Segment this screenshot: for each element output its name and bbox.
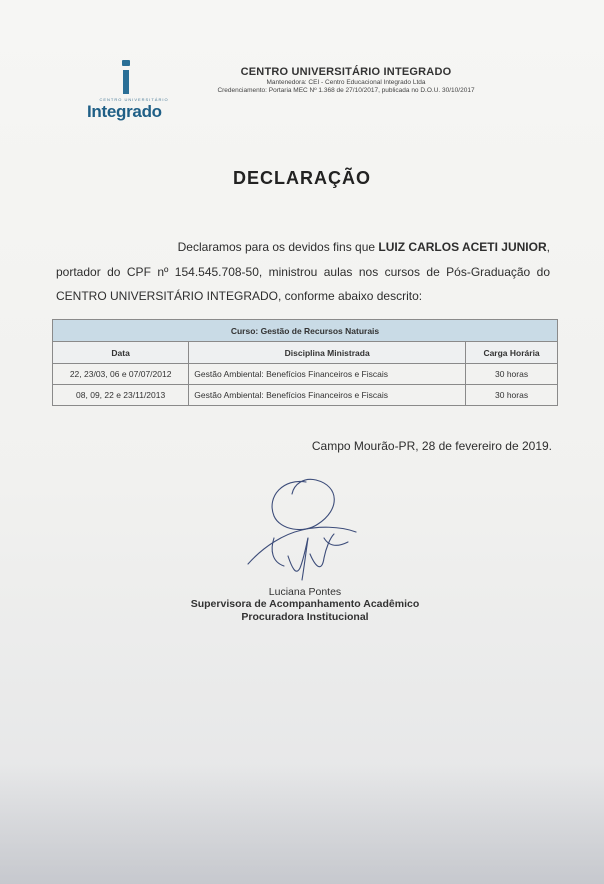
cell-date: 22, 23/03, 06 e 07/07/2012 [53,364,189,385]
logo-i-stem [123,70,129,94]
table-row [53,364,558,385]
letterhead-title: CENTRO UNIVERSITÁRIO INTEGRADO [240,66,452,78]
institution-logo [84,60,176,122]
paragraph-line-3: CENTRO UNIVERSITÁRIO INTEGRADO, conforme abaixo descrito: [56,289,423,303]
logo-small-text: CENTRO UNIVERSITÁRIO [99,97,169,102]
paragraph-line-1-post: , [546,240,550,254]
courses-table [52,319,558,406]
table-row [53,385,558,406]
signature-block [170,586,440,624]
signatory-role-2: Procuradora Institucional [241,611,369,623]
cell-hours: 30 horas [466,364,558,385]
signatory-name: Luciana Pontes [268,586,342,598]
table-header-row [53,342,558,364]
letterhead [196,66,496,94]
header-hours: Carga Horária [466,342,558,364]
letterhead-accreditation: Credenciamento: Portaria MEC Nº 1.368 de 27/10/2017, publicada no D.O.U. 30/10/2017 [217,87,475,94]
declared-person-name: LUIZ CARLOS ACETI JUNIOR [378,240,547,254]
header-date: Data [53,342,189,364]
paragraph-line-1 [56,240,550,254]
paragraph-line-1-pre: Declaramos para os devidos fins que [177,240,379,254]
cell-hours: 30 horas [466,385,558,406]
handwritten-signature [244,476,374,586]
place-and-date: Campo Mourão-PR, 28 de fevereiro de 2019. [311,439,552,453]
cell-date: 08, 09, 22 e 23/11/2013 [53,385,189,406]
logo-wordmark: Integrado [87,102,162,121]
course-name: Curso: Gestão de Recursos Naturais [53,320,558,342]
signatory-role-1: Supervisora de Acompanhamento Acadêmico [190,598,420,610]
course-row [53,320,558,342]
letterhead-maintainer: Mantenedora: CEI - Centro Educacional Integrado Ltda [266,79,426,86]
document-title: DECLARAÇÃO [233,168,371,188]
cell-discipline: Gestão Ambiental: Benefícios Financeiros e Fiscais [189,385,466,406]
paragraph-line-2: portador do CPF nº 154.545.708-50, ministrou aulas nos cursos de Pós-Graduação do [56,265,550,279]
cell-discipline: Gestão Ambiental: Benefícios Financeiros e Fiscais [189,364,466,385]
logo-i-dot [122,60,130,66]
header-discipline: Disciplina Ministrada [189,342,466,364]
